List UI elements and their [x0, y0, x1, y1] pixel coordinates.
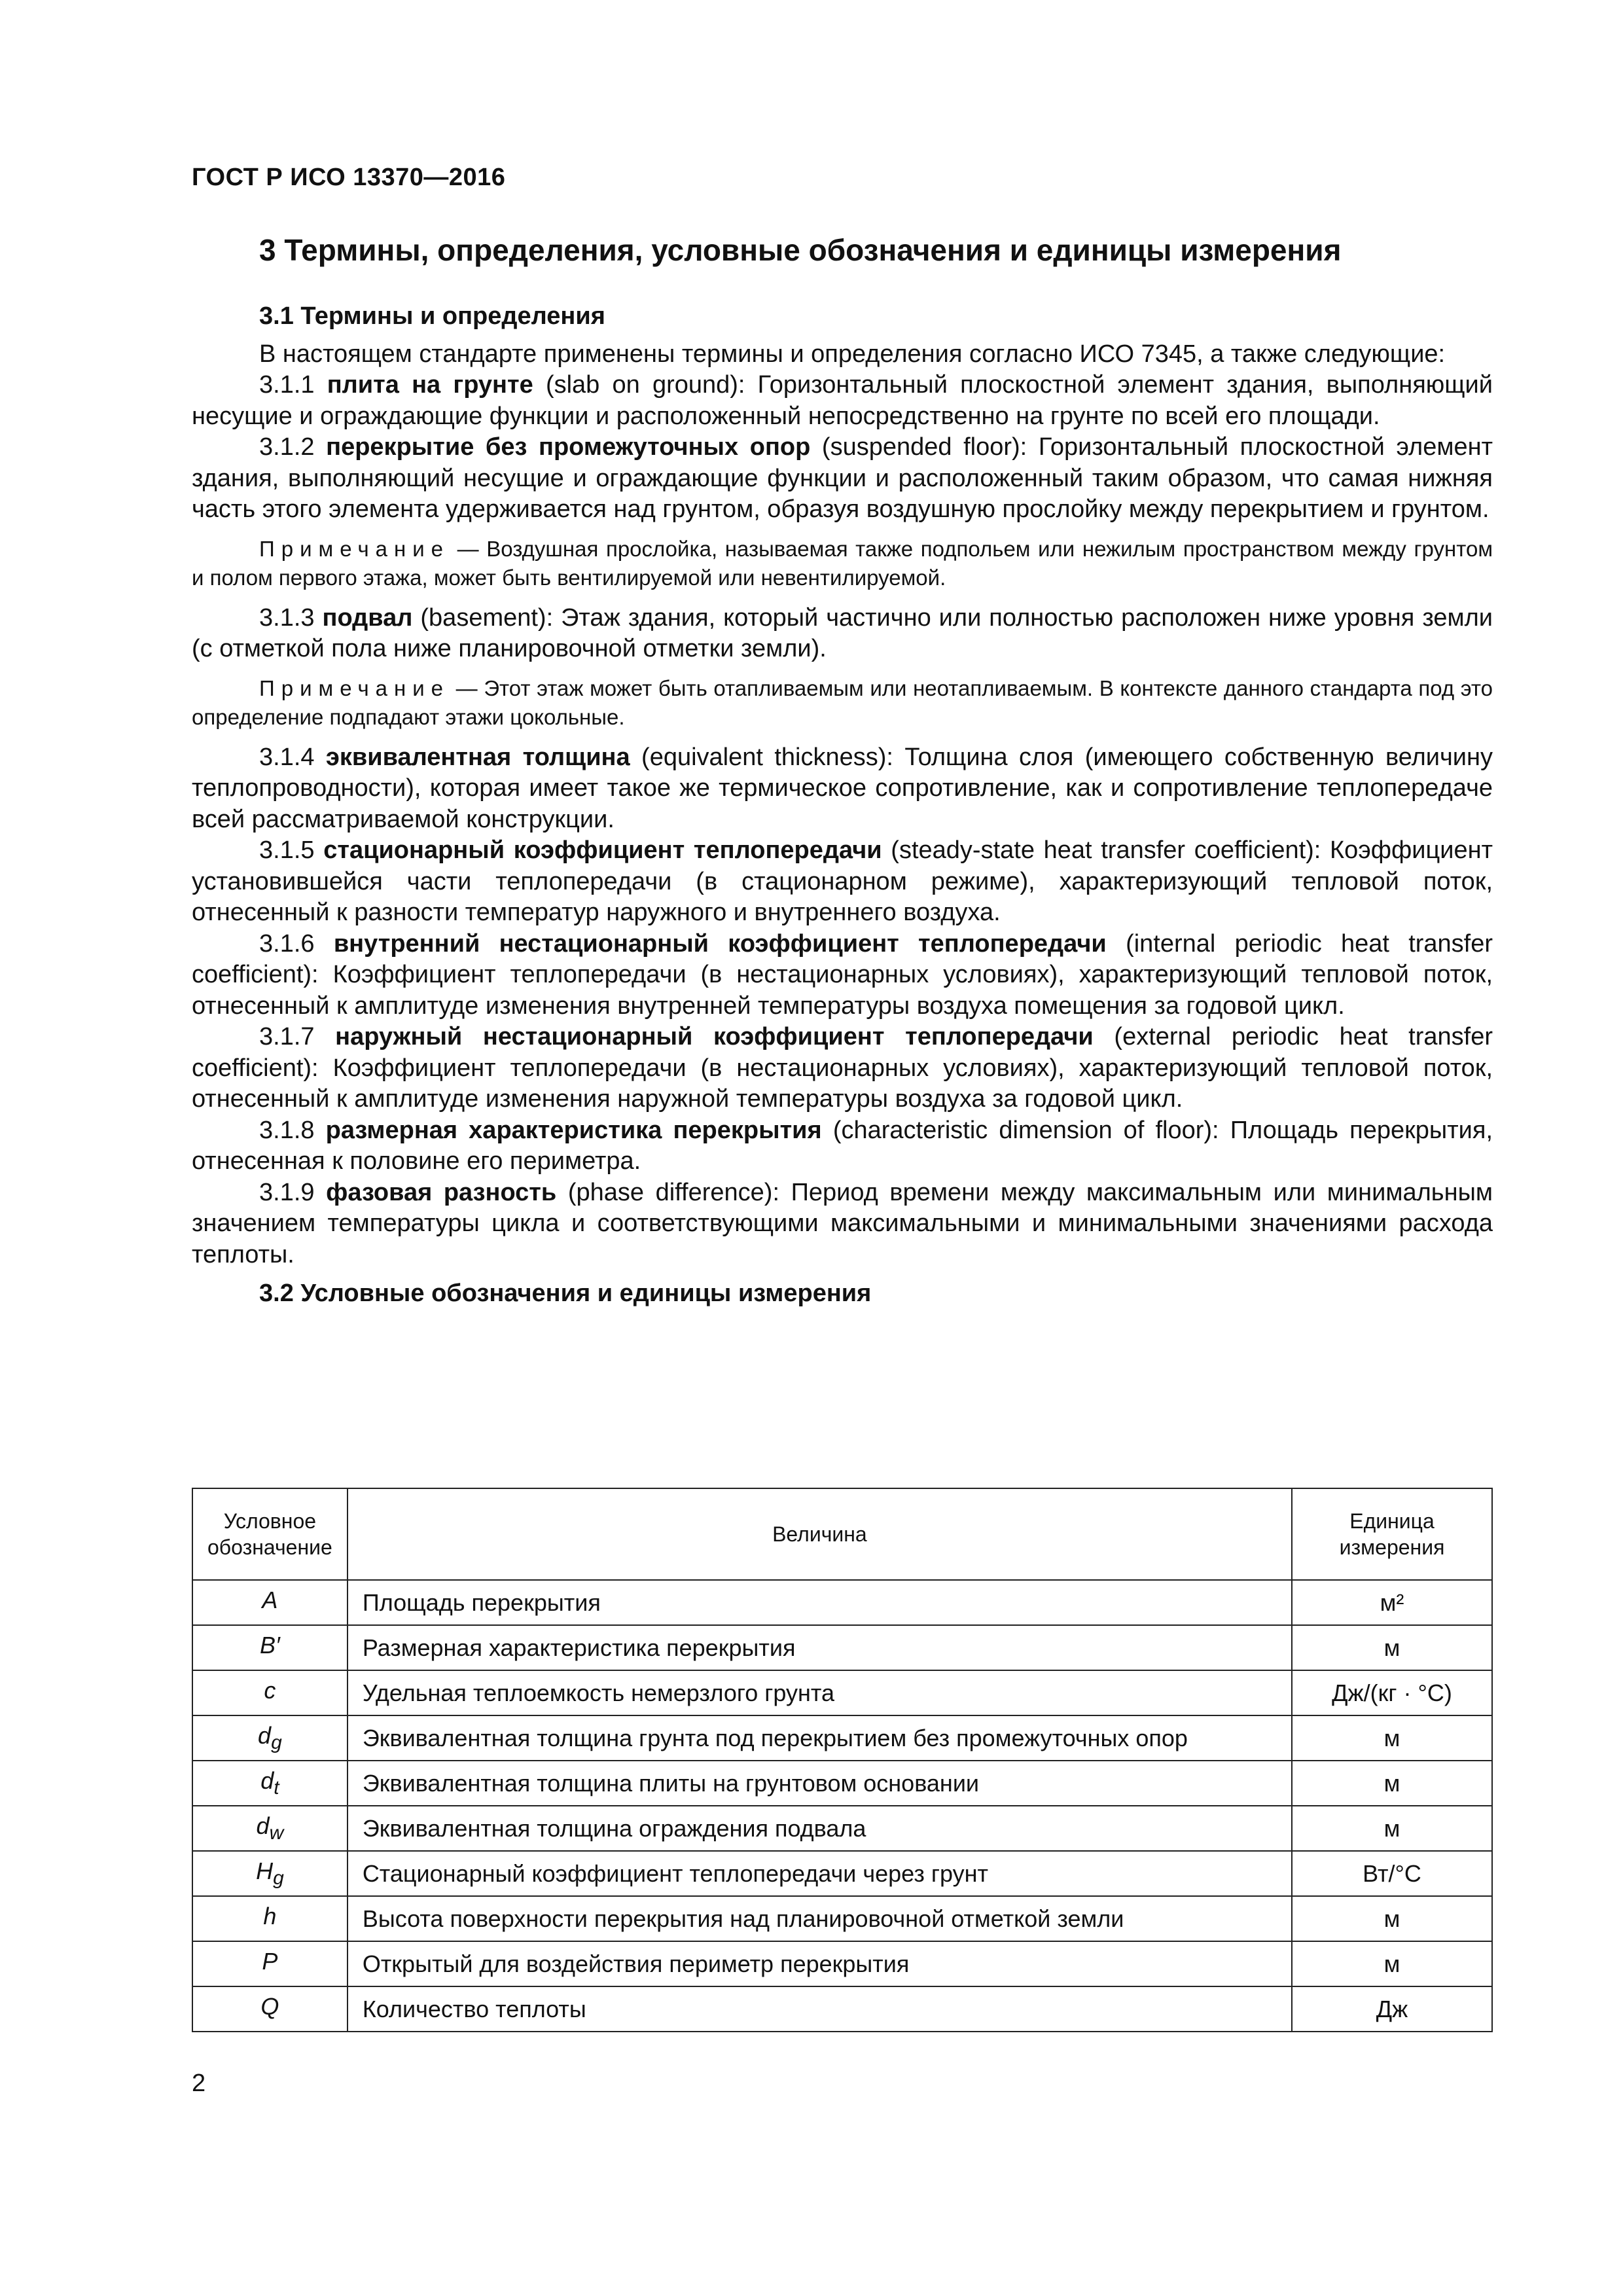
- unit-cell: Дж: [1292, 1986, 1492, 2032]
- note-label: Примечание: [259, 536, 450, 561]
- term-paragraph: [192, 1177, 1493, 1271]
- table-row: [192, 1986, 1492, 2032]
- symbol-subscript: t: [274, 1777, 279, 1799]
- term-english: (characteristic dimension of floor):: [832, 1116, 1219, 1144]
- term-english: (slab on ground):: [545, 371, 745, 399]
- term-name: размерная характеристика перекрытия: [325, 1116, 822, 1144]
- term-number: 3.1.1: [259, 371, 315, 399]
- term-number: 3.1.9: [259, 1178, 315, 1206]
- term-definition: Коэффициент установившейся части теплопередачи (в стационарном режиме), характеризующий тепловой поток, отнесенный к разности температур наружного и внутреннего воздуха.: [192, 836, 1493, 926]
- table-header-cell: Условное обозначение: [192, 1488, 348, 1580]
- table-row: [192, 1896, 1492, 1941]
- term-number: 3.1.7: [259, 1023, 315, 1050]
- unit-cell: м: [1292, 1896, 1492, 1941]
- term-english: (suspended floor):: [821, 433, 1027, 461]
- unit-cell: м²: [1292, 1580, 1492, 1625]
- term-name: наружный нестационарный коэффициент теплопередачи: [335, 1023, 1094, 1050]
- quantity-cell: Площадь перекрытия: [348, 1580, 1292, 1625]
- table-header-cell: Единица измерения: [1292, 1488, 1492, 1580]
- quantity-cell: Эквивалентная толщина грунта под перекрытием без промежуточных опор: [348, 1715, 1292, 1761]
- term-number: 3.1.2: [259, 433, 315, 461]
- term-definition: Коэффициент теплопередачи (в нестационарных условиях), характеризующий тепловой поток, отнесенный к амплитуде изменения внутренней температуры воздуха помещения за годовой цикл.: [192, 961, 1493, 1020]
- quantity-cell: Открытый для воздействия периметр перекрытия: [348, 1941, 1292, 1986]
- term-definition: Коэффициент теплопередачи (в нестационарных условиях), характеризующий тепловой поток, отнесенный к амплитуде изменения наружной температуры воздуха за годовой цикл.: [192, 1054, 1493, 1113]
- table-header-cell: Величина: [348, 1488, 1292, 1580]
- unit-cell: м: [1292, 1715, 1492, 1761]
- symbol: A: [262, 1586, 278, 1613]
- term-definition: Площадь перекрытия, отнесенная к половине его периметра.: [192, 1116, 1493, 1175]
- term-name: фазовая разность: [326, 1178, 557, 1206]
- subsection-title: 3.1 Термины и определения: [259, 302, 605, 330]
- unit-cell: м: [1292, 1761, 1492, 1806]
- unit-cell: м: [1292, 1625, 1492, 1670]
- term-english: (internal periodic heat transfer coefficient):: [192, 929, 1493, 988]
- unit-cell: Вт/°С: [1292, 1851, 1492, 1896]
- table-row: [192, 1806, 1492, 1851]
- term-number: 3.1.8: [259, 1116, 315, 1144]
- term-name: внутренний нестационарный коэффициент теплопередачи: [333, 929, 1107, 958]
- table-row: [192, 1941, 1492, 1986]
- term-name: плита на грунте: [327, 371, 533, 399]
- symbol-cell: [192, 1670, 348, 1715]
- unit-cell: Дж/(кг · °С): [1292, 1670, 1492, 1715]
- symbol: c: [264, 1676, 276, 1704]
- symbol: Q: [260, 1992, 279, 2020]
- term-english: (external periodic heat transfer coefficient):: [192, 1023, 1493, 1082]
- term-definition: Толщина слоя (имеющего собственную величину теплопроводности), которая имеет такое же термическое сопротивление, как и сопротивление теплопередаче всей рассматриваемой конструкции.: [192, 743, 1493, 833]
- quantity-cell: Количество теплоты: [348, 1986, 1292, 2032]
- symbol: d: [258, 1721, 272, 1749]
- unit-cell: м: [1292, 1941, 1492, 1986]
- symbol-cell: [192, 1580, 348, 1625]
- symbol-subscript: w: [269, 1822, 284, 1844]
- table-row: [192, 1851, 1492, 1896]
- quantity-cell: Эквивалентная толщина плиты на грунтовом основании: [348, 1761, 1292, 1806]
- quantity-cell: Высота поверхности перекрытия над планировочной отметкой земли: [348, 1896, 1292, 1941]
- quantity-cell: Размерная характеристика перекрытия: [348, 1625, 1292, 1670]
- table-row: [192, 1670, 1492, 1715]
- term-definition: Этаж здания, который частично или полностью расположен ниже уровня земли (с отметкой пола ниже планировочной отметки земли).: [192, 603, 1493, 662]
- symbol: P: [262, 1947, 278, 1975]
- note-dash: —: [457, 536, 479, 561]
- section-title: 3 Термины, определения, условные обозначения и единицы измерения: [259, 233, 1342, 267]
- term-paragraph: [192, 1115, 1493, 1177]
- table-row: [192, 1580, 1492, 1625]
- symbol-cell: [192, 1986, 348, 2032]
- term-number: 3.1.6: [259, 929, 315, 958]
- table-row: [192, 1761, 1492, 1806]
- symbol-cell: [192, 1715, 348, 1761]
- table-row: [192, 1715, 1492, 1761]
- quantity-cell: Стационарный коэффициент теплопередачи через грунт: [348, 1851, 1292, 1896]
- term-paragraph: [192, 432, 1493, 526]
- table-header-row: [192, 1488, 1492, 1580]
- symbol-cell: [192, 1896, 348, 1941]
- term-paragraph: [192, 370, 1493, 432]
- term-paragraph: [192, 603, 1493, 665]
- symbol-cell: [192, 1761, 348, 1806]
- symbol-cell: [192, 1941, 348, 1986]
- note-text: Воздушная прослойка, называемая также подпольем или нежилым пространством между грунтом и полом первого этажа, может быть вентилируемой или невентилируемой.: [192, 536, 1493, 590]
- term-english: (basement):: [420, 603, 554, 632]
- note-dash: —: [455, 675, 478, 700]
- note: [192, 535, 1493, 592]
- term-paragraph: [192, 1022, 1493, 1115]
- symbol-subscript: g: [273, 1867, 284, 1890]
- term-paragraph: [192, 835, 1493, 929]
- term-name: подвал: [322, 603, 413, 632]
- table-row: [192, 1625, 1492, 1670]
- term-number: 3.1.5: [259, 836, 315, 864]
- unit-cell: м: [1292, 1806, 1492, 1851]
- term-english: (phase difference):: [567, 1178, 780, 1206]
- term-name: стационарный коэффициент теплопередачи: [323, 836, 882, 864]
- symbol-cell: [192, 1851, 348, 1896]
- main-text: [192, 301, 1493, 1316]
- term-paragraph: [192, 742, 1493, 836]
- quantity-cell: Удельная теплоемкость немерзлого грунта: [348, 1670, 1292, 1715]
- symbol-cell: [192, 1625, 348, 1670]
- term-paragraph: [192, 929, 1493, 1022]
- note: [192, 674, 1493, 732]
- term-number: 3.1.3: [259, 603, 315, 632]
- intro-paragraph: В настоящем стандарте применены термины и определения согласно ИСО 7345, а также следующие:: [259, 340, 1446, 368]
- term-name: перекрытие без промежуточных опор: [326, 433, 811, 461]
- term-number: 3.1.4: [259, 743, 315, 771]
- symbols-table: [192, 1488, 1493, 2032]
- note-text: Этот этаж может быть отапливаемым или неотапливаемым. В контексте данного стандарта под это определение подпадают этажи цокольные.: [192, 675, 1493, 729]
- term-definition: Период времени между максимальным или минимальным значением температуры цикла и соответствующими максимальными и минимальными значениями расхода теплоты.: [192, 1178, 1493, 1268]
- symbol: d: [260, 1767, 274, 1794]
- term-name: эквивалентная толщина: [325, 743, 630, 771]
- symbol: H: [256, 1857, 274, 1884]
- term-definition: Горизонтальный плоскостной элемент здания, выполняющий несущие и ограждающие функции и расположенный непосредственно на грунте по всей его площади.: [192, 371, 1493, 430]
- term-english: (steady-state heat transfer coefficient):: [891, 836, 1321, 864]
- page-number: 2: [192, 2070, 206, 2097]
- symbol-cell: [192, 1806, 348, 1851]
- symbol-subscript: g: [271, 1732, 282, 1754]
- symbol: B′: [260, 1631, 280, 1659]
- term-english: (equivalent thickness):: [641, 743, 893, 771]
- symbol: d: [256, 1812, 270, 1839]
- document-header: ГОСТ Р ИСО 13370—2016: [192, 164, 506, 191]
- note-label: Примечание: [259, 675, 450, 700]
- term-definition: Горизонтальный плоскостной элемент здания, выполняющий несущие и ограждающие функции и расположенный таким образом, что самая нижняя часть этого элемента удерживается над грунтом, образуя воздушную прослойку между перекрытием и грунтом.: [192, 433, 1493, 523]
- symbol: h: [263, 1902, 277, 1929]
- subsection-title: 3.2 Условные обозначения и единицы измерения: [259, 1280, 872, 1307]
- quantity-cell: Эквивалентная толщина ограждения подвала: [348, 1806, 1292, 1851]
